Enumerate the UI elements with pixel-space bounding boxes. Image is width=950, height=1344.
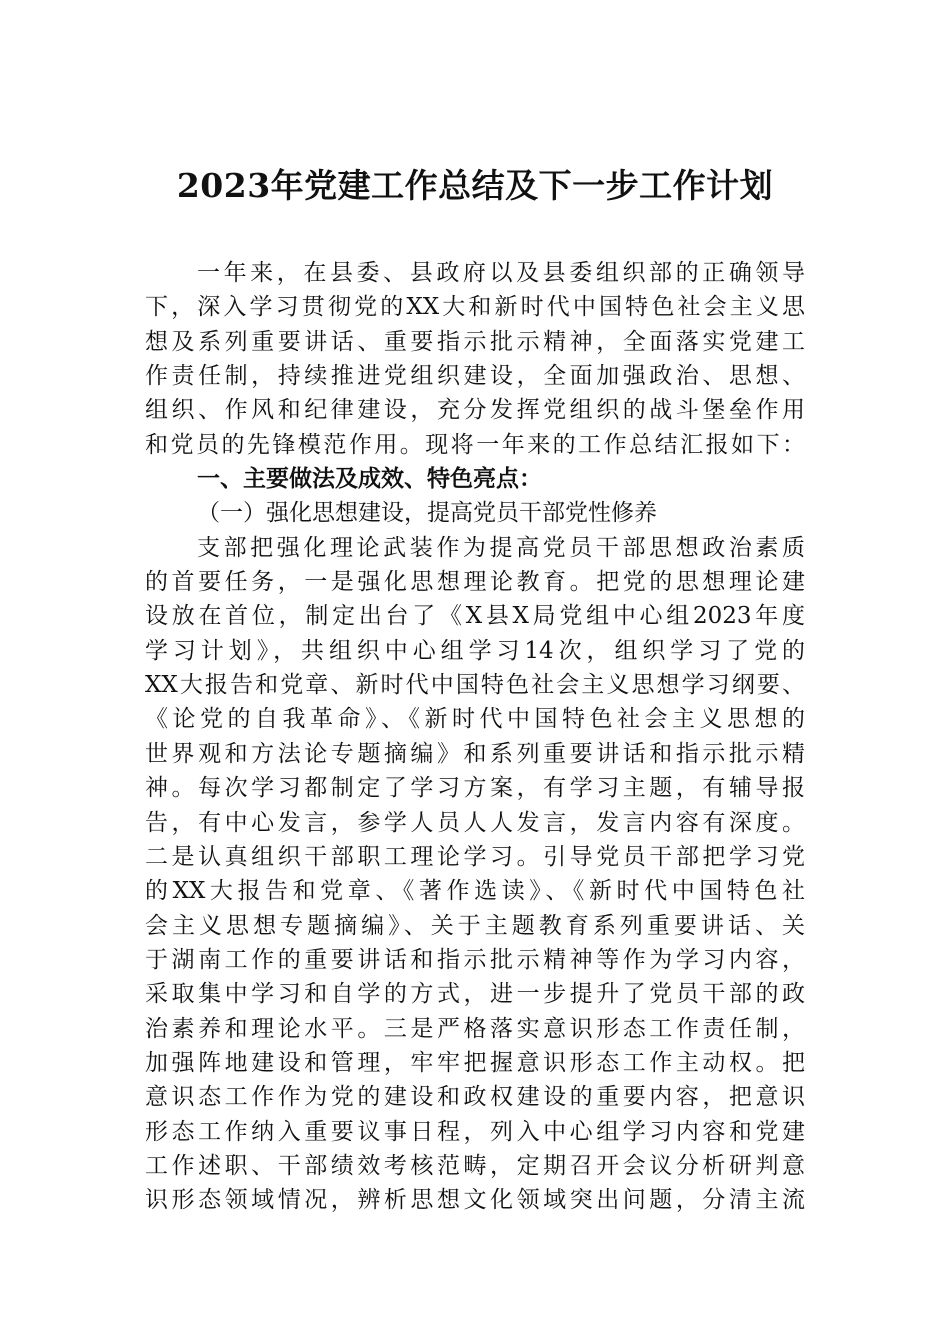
paragraph-line: 一年来，在县委、县政府以及县委组织部的正确领导 bbox=[197, 260, 805, 286]
paragraph-line: 《论党的自我革命》、《新时代中国特色社会主义思想的 bbox=[145, 706, 805, 733]
paragraph-line: 的首要任务，一是强化思想理论教育。把党的思想理论建 bbox=[145, 569, 805, 596]
paragraph-line: 下，深入学习贯彻党的XX大和新时代中国特色社会主义思 bbox=[145, 294, 805, 321]
paragraph-line: 学习计划》，共组织中心组学习14次，组织学习了党的 bbox=[145, 637, 805, 664]
subsection-heading: （一）强化思想建设，提高党员干部党性修养 bbox=[197, 500, 657, 527]
paragraph-line: 神。每次学习都制定了学习方案，有学习主题，有辅导报 bbox=[145, 775, 805, 802]
paragraph-line: 意识态工作作为党的建设和政权建设的重要内容，把意识 bbox=[145, 1084, 805, 1111]
paragraph-line: 采取集中学习和自学的方式，进一步提升了党员干部的政 bbox=[145, 981, 805, 1008]
document-body bbox=[145, 256, 805, 1218]
paragraph-line: 会主义思想专题摘编》、关于主题教育系列重要讲话、关 bbox=[145, 912, 805, 939]
paragraph-line: 的XX大报告和党章、《著作选读》、《新时代中国特色社 bbox=[145, 878, 805, 905]
paragraph-line: 组织、作风和纪律建设，充分发挥党组织的战斗堡垒作用 bbox=[145, 397, 805, 424]
paragraph-line: 加强阵地建设和管理，牢牢把握意识形态工作主动权。把 bbox=[145, 1049, 805, 1076]
paragraph-line: 告，有中心发言，参学人员人人发言，发言内容有深度。 bbox=[145, 809, 805, 836]
paragraph-line: 形态工作纳入重要议事日程，列入中心组学习内容和党建 bbox=[145, 1118, 805, 1145]
paragraph-line: XX大报告和党章、新时代中国特色社会主义思想学习纲要、 bbox=[145, 672, 805, 699]
paragraph-line: 世界观和方法论专题摘编》和系列重要讲话和指示批示精 bbox=[145, 740, 805, 767]
paragraph-line: 作责任制，持续推进党组织建设，全面加强政治、思想、 bbox=[145, 363, 805, 390]
paragraph-line: 支部把强化理论武装作为提高党员干部思想政治素质 bbox=[197, 534, 805, 561]
paragraph-line: 设放在首位，制定出台了《X县X局党组中心组2023年度 bbox=[145, 603, 805, 630]
paragraph-line: 和党员的先锋模范作用。现将一年来的工作总结汇报如下： bbox=[145, 431, 805, 458]
document-title: 2023年党建工作总结及下一步工作计划 bbox=[176, 166, 774, 205]
section-heading: 一、主要做法及成效、特色亮点： bbox=[197, 466, 542, 493]
paragraph-line: 于湖南工作的重要讲话和指示批示精神等作为学习内容， bbox=[145, 946, 805, 973]
paragraph-line: 治素养和理论水平。三是严格落实意识形态工作责任制， bbox=[145, 1015, 805, 1042]
paragraph-line: 二是认真组织干部职工理论学习。引导党员干部把学习党 bbox=[145, 843, 805, 870]
paragraph-line: 识形态领域情况，辨析思想文化领域突出问题，分清主流 bbox=[145, 1187, 805, 1214]
paragraph-line: 工作述职、干部绩效考核范畴，定期召开会议分析研判意 bbox=[145, 1152, 805, 1179]
paragraph-line: 想及系列重要讲话、重要指示批示精神，全面落实党建工 bbox=[145, 328, 805, 355]
